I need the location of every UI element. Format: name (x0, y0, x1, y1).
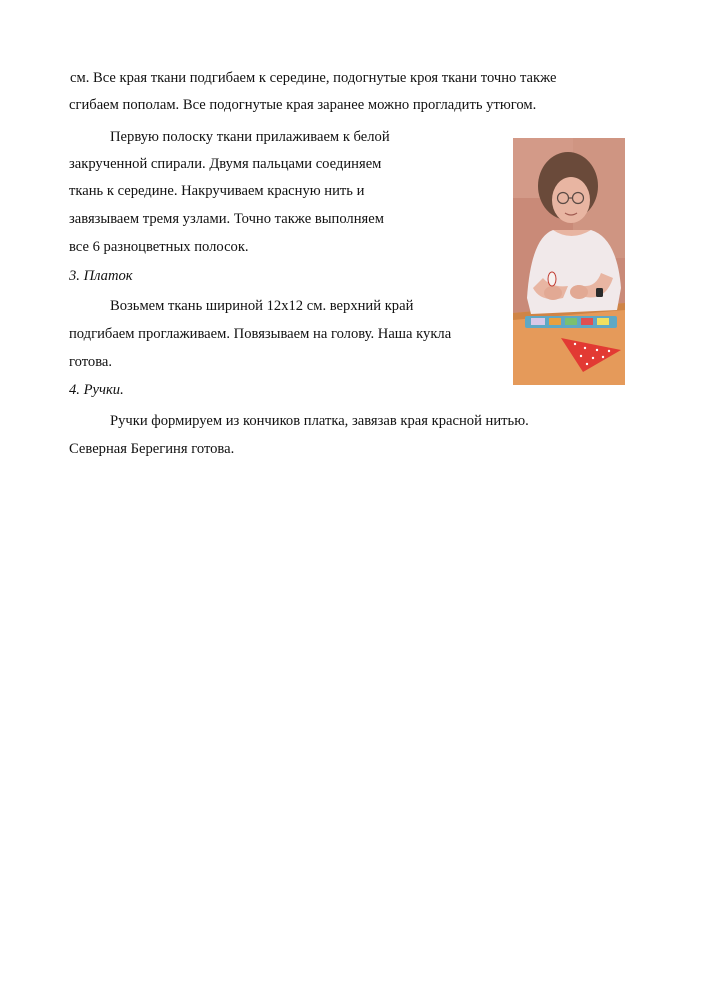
text-line: ткань к середине. Накручиваем красную нить и (69, 183, 365, 199)
text-line: Северная Берегиня готова. (69, 441, 235, 457)
text-line: готова. (69, 354, 113, 370)
text-line: завязываем тремя узлами. Точно также выполняем (69, 211, 384, 227)
text-line: Возьмем ткань шириной 12х12 см. верхний край (110, 298, 414, 314)
text-line: сгибаем пополам. Все подогнутые края заранее можно прогладить утюгом. (69, 97, 537, 113)
text-line: см. Все края ткани подгибаем к середине, подогнутые кроя ткани точно также (70, 70, 557, 86)
text-line: Ручки формируем из кончиков платка, завязав края красной нитью. (110, 413, 529, 429)
text-line: Первую полоску ткани прилаживаем к белой (110, 129, 390, 145)
section-heading: 3. Платок (69, 268, 133, 284)
text-line: подгибаем проглаживаем. Повязываем на голову. Наша кукла (69, 326, 452, 342)
text-line: все 6 разноцветных полосок. (69, 239, 249, 255)
photo-woman-making-doll (513, 138, 625, 385)
text-line: закрученной спирали. Двумя пальцами соединяем (69, 156, 382, 172)
section-heading: 4. Ручки. (69, 382, 124, 398)
